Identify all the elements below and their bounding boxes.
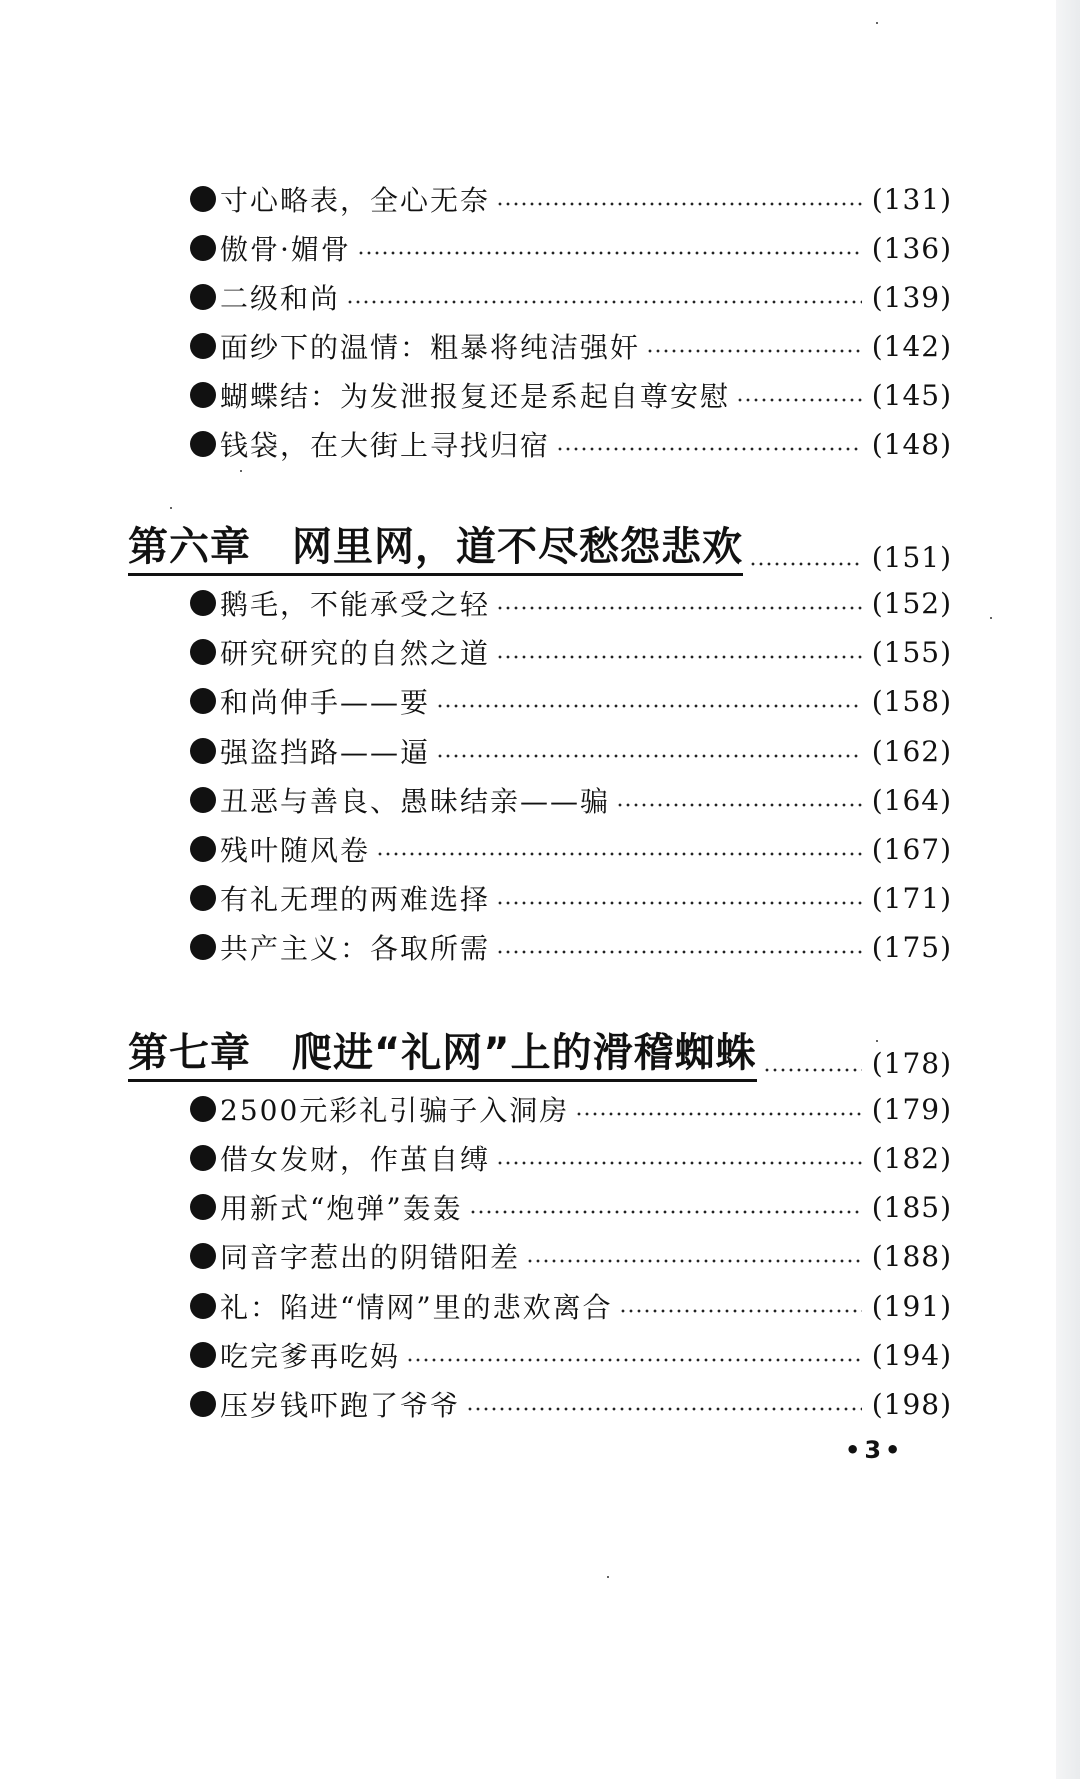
dot-leader <box>436 754 862 758</box>
entry-title: 丑恶与善良、愚昧结亲——骗 <box>220 785 611 818</box>
entry-page: (171) <box>871 881 952 915</box>
entry-page: (191) <box>871 1289 952 1323</box>
entry-page: (158) <box>871 684 952 718</box>
toc-entry[interactable] <box>190 179 952 219</box>
entry-page: (194) <box>871 1338 952 1372</box>
toc-entry[interactable] <box>190 1187 952 1227</box>
entry-title: 和尚伸手——要 <box>220 686 431 719</box>
bullet-icon <box>190 688 216 714</box>
entry-page: (131) <box>871 182 952 216</box>
entry-title: 残叶随风卷 <box>220 834 371 867</box>
page-edge-shadow <box>1056 0 1080 1779</box>
bullet-icon <box>190 382 216 408</box>
scan-speck <box>990 617 992 619</box>
dot-leader <box>749 562 862 566</box>
toc-entry[interactable] <box>190 583 952 623</box>
dot-leader <box>526 1259 862 1263</box>
bullet-icon <box>190 1145 216 1171</box>
entry-title: 强盗挡路——逼 <box>220 736 431 769</box>
chapter-title: 第六章 网里网，道不尽愁怨悲欢 <box>128 523 743 576</box>
toc-entry[interactable] <box>190 375 952 415</box>
bullet-icon <box>190 235 216 261</box>
chapter-page: (178) <box>871 1047 952 1080</box>
entry-page: (179) <box>871 1092 952 1126</box>
dot-leader <box>736 398 862 402</box>
scan-speck <box>240 470 242 472</box>
toc-entry[interactable] <box>190 878 952 918</box>
dot-leader <box>496 1161 862 1165</box>
entry-title: 傲骨·媚骨 <box>220 233 351 266</box>
bullet-icon <box>190 590 216 616</box>
dot-leader <box>556 447 862 451</box>
bullet-icon <box>190 1243 216 1269</box>
bullet-icon <box>190 1293 216 1319</box>
entry-title: 蝴蝶结：为发泄报复还是系起自尊安慰 <box>220 380 731 413</box>
bullet-icon <box>190 1391 216 1417</box>
bullet-icon <box>190 186 216 212</box>
entry-title: 礼：陷进“情网”里的悲欢离合 <box>220 1291 613 1324</box>
entry-title: 鹅毛，不能承受之轻 <box>220 588 491 621</box>
entry-title: 吃完爹再吃妈 <box>220 1340 401 1373</box>
bullet-icon <box>190 885 216 911</box>
entry-title: 钱袋，在大街上寻找归宿 <box>220 429 551 462</box>
dot-leader <box>496 655 862 659</box>
dot-leader <box>616 803 862 807</box>
dot-leader <box>376 852 862 856</box>
dot-leader <box>466 1407 862 1411</box>
entry-title: 研究研究的自然之道 <box>220 637 491 670</box>
dot-leader <box>406 1358 862 1362</box>
entry-title: 二级和尚 <box>220 282 341 315</box>
entry-title: 同音字惹出的阴错阳差 <box>220 1241 521 1274</box>
scan-speck <box>876 22 878 24</box>
entry-page: (162) <box>871 734 952 768</box>
dot-leader <box>496 950 862 954</box>
entry-title: 借女发财，作茧自缚 <box>220 1143 491 1176</box>
toc-entry[interactable] <box>190 731 952 771</box>
entry-title: 压岁钱吓跑了爷爷 <box>220 1389 461 1422</box>
dot-leader <box>496 202 862 206</box>
bullet-icon <box>190 333 216 359</box>
dot-leader <box>619 1309 862 1313</box>
toc-entry[interactable] <box>190 1089 952 1129</box>
entry-page: (145) <box>871 378 952 412</box>
entry-title: 共产主义：各取所需 <box>220 932 491 965</box>
scan-speck <box>607 1576 609 1578</box>
chapter-page: (151) <box>871 541 952 574</box>
entry-title: 2500元彩礼引骗子入洞房 <box>220 1094 570 1127</box>
dot-leader <box>346 300 862 304</box>
toc-entry[interactable] <box>190 1384 952 1424</box>
bullet-icon <box>190 431 216 457</box>
dot-leader <box>436 704 862 708</box>
toc-entry[interactable] <box>190 1138 952 1178</box>
bullet-icon <box>190 1342 216 1368</box>
toc-entry[interactable] <box>190 681 952 721</box>
chapter-heading-row[interactable] <box>128 524 952 576</box>
dot-leader <box>496 901 862 905</box>
toc-entry[interactable] <box>190 927 952 967</box>
bullet-icon <box>190 284 216 310</box>
bullet-icon <box>190 934 216 960</box>
entry-page: (142) <box>871 329 952 363</box>
toc-entry[interactable] <box>190 1335 952 1375</box>
toc-entry[interactable] <box>190 829 952 869</box>
entry-page: (175) <box>871 930 952 964</box>
chapter-heading-row[interactable] <box>128 1030 952 1082</box>
toc-entry[interactable] <box>190 424 952 464</box>
entry-page: (182) <box>871 1141 952 1175</box>
dot-leader <box>357 251 862 255</box>
bullet-icon <box>190 1194 216 1220</box>
entry-page: (198) <box>871 1387 952 1421</box>
entry-page: (152) <box>871 586 952 620</box>
toc-entry[interactable] <box>190 780 952 820</box>
toc-entry[interactable] <box>190 1236 952 1276</box>
toc-entry[interactable] <box>190 277 952 317</box>
entry-title: 用新式“炮弹”轰轰 <box>220 1192 463 1225</box>
dot-leader <box>763 1068 862 1072</box>
entry-page: (188) <box>871 1239 952 1273</box>
entry-title: 有礼无理的两难选择 <box>220 883 491 916</box>
bullet-icon <box>190 639 216 665</box>
entry-page: (155) <box>871 635 952 669</box>
entry-title: 面纱下的温情：粗暴将纯洁强奸 <box>220 331 641 364</box>
dot-leader <box>496 606 862 610</box>
toc-entry[interactable] <box>190 632 952 672</box>
scan-speck <box>170 507 172 509</box>
entry-page: (167) <box>871 832 952 866</box>
entry-page: (185) <box>871 1190 952 1224</box>
bullet-icon <box>190 1096 216 1122</box>
chapter-title: 第七章 爬进“礼网”上的滑稽蜘蛛 <box>128 1029 757 1082</box>
entry-title: 寸心略表，全心无奈 <box>220 184 491 217</box>
entry-page: (164) <box>871 783 952 817</box>
bullet-icon <box>190 787 216 813</box>
entry-page: (148) <box>871 427 952 461</box>
entry-page: (139) <box>871 280 952 314</box>
dot-leader <box>469 1210 862 1214</box>
toc-entry[interactable] <box>190 228 952 268</box>
bullet-icon <box>190 738 216 764</box>
dot-leader <box>646 349 862 353</box>
entry-page: (136) <box>871 231 952 265</box>
toc-entry[interactable] <box>190 1286 952 1326</box>
toc-entry[interactable] <box>190 326 952 366</box>
dot-leader <box>575 1112 862 1116</box>
page-number: •3• <box>845 1436 905 1464</box>
bullet-icon <box>190 836 216 862</box>
